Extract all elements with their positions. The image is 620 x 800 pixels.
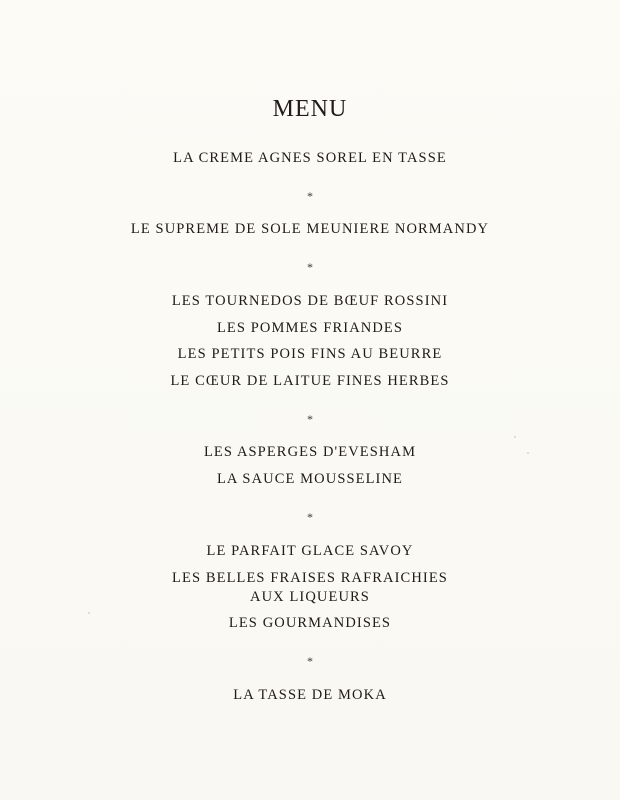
course-separator: * (307, 412, 313, 426)
menu-item-pommes: LES POMMES FRIANDES (216, 320, 404, 336)
course-separator: * (307, 654, 313, 668)
menu-item-laitue: LE CŒUR DE LAITUE FINES HERBES (170, 373, 450, 389)
paper-speck (514, 436, 516, 438)
menu-item-sauce: LA SAUCE MOUSSELINE (216, 471, 404, 487)
course-separator: * (307, 189, 313, 203)
menu-item-parfait: LE PARFAIT GLACE SAVOY (206, 543, 414, 559)
paper-speck (88, 612, 90, 614)
menu-item-gourmandises: LES GOURMANDISES (228, 615, 392, 631)
menu-item-sole: LE SUPREME DE SOLE MEUNIERE NORMANDY (130, 221, 490, 237)
menu-item-moka: LA TASSE DE MOKA (233, 687, 387, 703)
menu-item-fraises-cont: AUX LIQUEURS (250, 589, 370, 605)
course-separator: * (307, 510, 313, 524)
course-separator: * (307, 260, 313, 274)
paper-speck (527, 452, 529, 454)
menu-item-soup: LA CREME AGNES SOREL EN TASSE (173, 150, 447, 166)
menu-item-petits-pois: LES PETITS POIS FINS AU BEURRE (177, 346, 443, 362)
menu-item-asperges: LES ASPERGES D'EVESHAM (203, 444, 417, 460)
menu-item-fraises: LES BELLES FRAISES RAFRAICHIES (172, 570, 448, 586)
menu-item-tournedos: LES TOURNEDOS DE BŒUF ROSSINI (171, 293, 449, 309)
menu-title: MENU (272, 96, 348, 122)
